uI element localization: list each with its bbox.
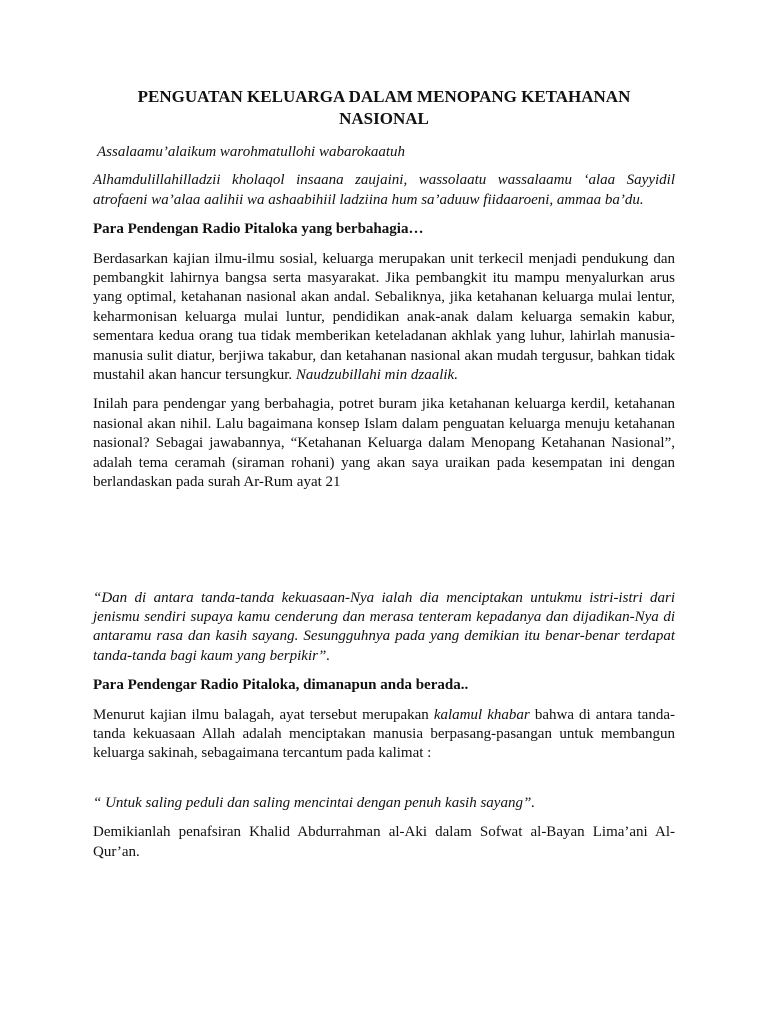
paragraph-1-text: Berdasarkan kajian ilmu-ilmu sosial, keluarga merupakan unit terkecil menjadi pendukung dan pembangkit lahirnya bangsa serta masyarakat. Jika pembangkit itu mampu menyalurkan arus yang optimal, ketahanan nasional akan andal. Sebaliknya, jika ketahanan keluarga mulai lentur, keharmonisan keluarga mulai luntur, pendidikan anak-anak dalam keluarga semakin kabur, sementara kedua orang tua tidak memberikan keteladanan akhlak yang luhur, lahirlah manusia-manusia sulit diatur, berjiwa takabur, dan ketahanan nasional akan mudah tergusur, bahkan tidak mustahil akan hancur tersungkur. — [93, 250, 675, 384]
paragraph-3-text-before: Menurut kajian ilmu balagah, ayat tersebut merupakan — [93, 706, 434, 723]
audience-greeting-2: Para Pendengar Radio Pitaloka, dimanapun anda berada.. — [93, 677, 469, 694]
paragraph-1-italic: Naudzubillahi min dzaalik. — [295, 367, 458, 384]
sentence-quote: “ Untuk saling peduli dan saling mencintai dengan penuh kasih sayang”. — [93, 794, 536, 811]
paragraph-3-text-after: bahwa di antara tanda-tanda kekuasaan Allah adalah menciptakan manusia berpasang-pasangan untuk membangun keluarga sakinah, sebagaimana tercantum pada kalimat : — [93, 706, 675, 762]
paragraph-1 — [93, 250, 675, 386]
title-line-2: NASIONAL — [339, 109, 429, 128]
salam-greeting: Assalaamu’alaikum warohmatullohi wabarokaatuh — [97, 144, 406, 160]
paragraph-3 — [93, 706, 675, 764]
paragraph-2: Inilah para pendengar yang berbahagia, potret buram jika ketahanan keluarga kerdil, ketahanan nasional akan nihil. Lalu bagaimana konsep Islam dalam penguatan keluarga menuju ketahanan nasional? Sebagai jawabannya, “Ketahanan Keluarga dalam Menopang Ketahanan Nasional”, adalah tema ceramah (siraman rohani) yang akan saya uraikan pada kesempatan ini dengan berlandaskan pada surah Ar-Rum ayat 21 — [93, 396, 675, 491]
paragraph-4: Demikianlah penafsiran Khalid Abdurrahman al-Aki dalam Sofwat al-Bayan Lima’ani Al-Qur’an. — [93, 824, 675, 860]
quran-quote: “Dan di antara tanda-tanda kekuasaan-Nya ialah dia menciptakan untukmu istri-istri dari jenismu sendiri supaya kamu cenderung dan merasa tenteram kepadanya dan dijadikan-Nya di antaramu rasa dan kasih sayang. Sesungguhnya pada yang demikian itu benar-benar terdapat tanda-tanda bagi kaum yang berpikir”. — [93, 589, 675, 664]
hamdalah-paragraph: Alhamdulillahilladzii kholaqol insaana zaujaini, wassolaatu wassalaamu ‘alaa Sayyidil atrofaeni wa’alaa aalihii wa ashaabihiil ladziina hum sa’aduuw fiidaaroeni, ammaa ba’du. — [93, 172, 675, 208]
audience-greeting-1: Para Pendengan Radio Pitaloka yang berbahagia… — [93, 221, 424, 238]
title-line-1: PENGUATAN KELUARGA DALAM MENOPANG KETAHANAN — [137, 87, 631, 106]
paragraph-3-italic: kalamul khabar — [433, 706, 530, 723]
document-title — [93, 86, 675, 130]
